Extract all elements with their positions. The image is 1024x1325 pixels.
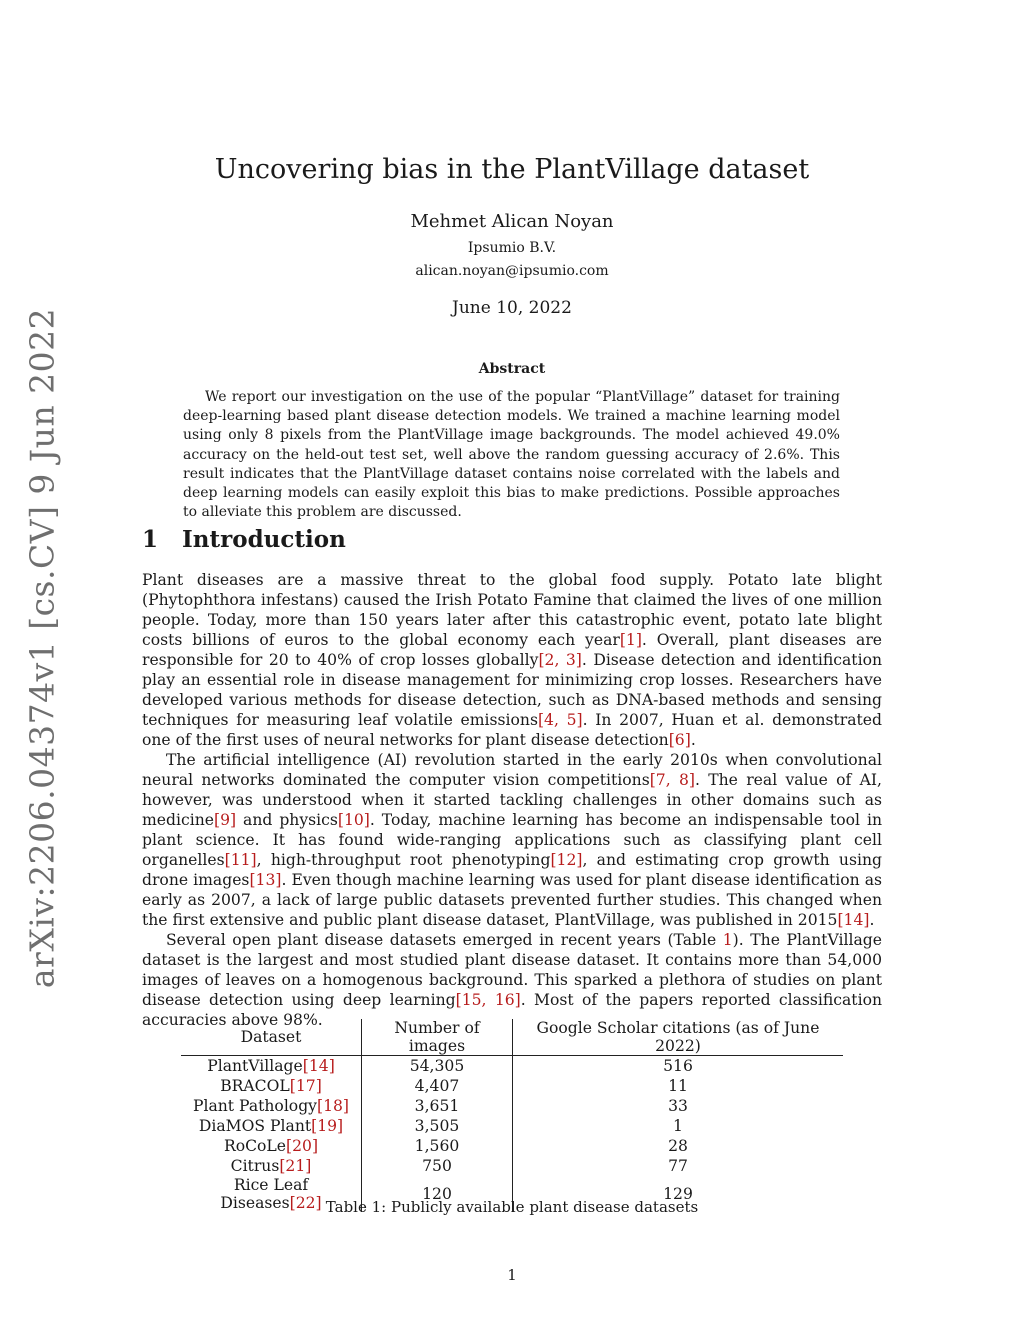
column-header: Number of images [362,1019,513,1056]
citation-link[interactable]: [22] [289,1194,322,1212]
citation-count-cell: 516 [663,1057,693,1075]
datasets-table [181,1019,843,1212]
citation-link[interactable]: [15, 16] [455,991,521,1009]
column-header: Google Scholar citations (as of June 2022) [513,1019,844,1056]
paragraph: Several open plant disease datasets emerged in recent years (Table 1). The PlantVillage dataset is the largest and most studied plant disease dataset. It contains more than 54,000 images of leaves on a homogenous background. This sparked a plethora of studies on plant disease detection using deep learning[15, 16]. Most of the papers reported classification accuracies above 98%. [142,931,882,1029]
citation-link[interactable]: [11] [224,851,257,869]
dataset-name-cell: DiaMOS Plant[19] [181,1116,362,1136]
citation-count-cell: 1 [673,1117,683,1135]
citation-link[interactable]: [19] [311,1117,344,1135]
paragraph: The artificial intelligence (AI) revolution started in the early 2010s when convolutional neural networks dominated the computer vision competitions[7, 8]. The real value of AI, however, was understood when it started tackling challenges in other domains such as medicine[9] and physics[10]. Today, machine learning has become an indispensable tool in plant science. It has found wide-ranging applications such as classifying plant cell organelles[11], high-throughput root phenotyping[12], and estimating crop growth using drone images[13]. Even though machine learning was used for plant disease identification as early as 2007, a lack of large public datasets prevented further studies. This changed when the first extensive and public plant disease dataset, PlantVillage, was published in 2015[14]. [142,751,882,929]
table-caption: Table 1: Publicly available plant disease datasets [325,1198,699,1216]
column-header: Dataset [181,1019,362,1056]
citation-link[interactable]: [12] [550,851,583,869]
table-row [181,1136,843,1156]
section-title: Introduction [182,526,346,553]
image-count-cell: 4,407 [362,1076,513,1096]
dataset-name-cell: Citrus[21] [181,1156,362,1176]
citation-link[interactable]: [14] [302,1057,335,1075]
section-heading [142,526,346,553]
image-count-cell: 54,305 [362,1056,513,1077]
paper-title: Uncovering bias in the PlantVillage dataset [214,154,810,185]
dataset-name-cell: BRACOL[17] [181,1076,362,1096]
citation-link[interactable]: [17] [289,1077,322,1095]
citation-link[interactable]: [10] [337,811,370,829]
author-email: alican.noyan@ipsumio.com [415,263,609,279]
dataset-name-cell: RoCoLe[20] [181,1136,362,1156]
introduction-body [142,570,882,1030]
image-count-cell: 3,505 [362,1116,513,1136]
table-row [181,1096,843,1116]
image-count-cell: 3,651 [362,1096,513,1116]
citation-count-cell: 129 [663,1185,693,1203]
citation-count-cell: 77 [668,1157,688,1175]
dataset-name-cell: Plant Pathology[18] [181,1096,362,1116]
table-body [181,1056,843,1213]
citation-link[interactable]: [14] [837,911,870,929]
author-affiliation: Ipsumio B.V. [467,240,557,256]
page-number: 1 [507,1266,517,1284]
citation-link[interactable]: [18] [316,1097,349,1115]
dataset-name-cell: PlantVillage[14] [181,1056,362,1077]
paper-date: June 10, 2022 [452,298,572,318]
citation-link[interactable]: [20] [286,1137,319,1155]
citation-count-cell: 28 [668,1137,688,1155]
table-row [181,1156,843,1176]
table-row [181,1076,843,1096]
citation-link[interactable]: [6] [668,731,691,749]
section-number: 1 [142,526,159,553]
author-name: Mehmet Alican Noyan [410,211,614,232]
citation-link[interactable]: [21] [279,1157,312,1175]
abstract-heading: Abstract [478,361,546,377]
citation-link[interactable]: [9] [213,811,237,829]
table-header-row [181,1019,843,1056]
citation-link[interactable]: [13] [249,871,282,889]
citation-link[interactable]: [7, 8] [649,771,695,789]
citation-link[interactable]: [1] [619,631,642,649]
image-count-cell: 750 [362,1156,513,1176]
table-row [181,1056,843,1077]
arxiv-identifier-sidebar [12,307,72,989]
citation-link[interactable]: [4, 5] [537,711,583,729]
image-count-cell: 120 [362,1176,513,1212]
paragraph: Plant diseases are a massive threat to the global food supply. Potato late blight (Phytophthora infestans) caused the Irish Potato Famine that claimed the lives of one million people. Today, more than 150 years later after this catastrophic event, potato late blight costs billions of euros to the global economy each year[1]. Overall, plant diseases are responsible for 20 to 40% of crop losses globally[2, 3]. Disease detection and identification play an essential role in disease management for minimizing crop losses. Researchers have developed various methods for disease detection, such as DNA-based methods and sensing techniques for measuring leaf volatile emissions[4, 5]. In 2007, Huan et al. demonstrated one of the first uses of neural networks for plant disease detection[6]. [142,571,883,749]
image-count-cell: 1,560 [362,1136,513,1156]
dataset-name-cell: Rice Leaf Diseases[22] [181,1176,362,1212]
citation-count-cell: 33 [668,1097,688,1115]
citation-link[interactable]: [2, 3] [538,651,582,669]
arxiv-identifier: arXiv:2206.04374v1 [cs.CV] 9 Jun 2022 [22,307,62,989]
citation-link[interactable]: 1 [722,931,733,949]
citation-count-cell: 11 [668,1077,688,1095]
abstract-text: We report our investigation on the use of the popular “PlantVillage” dataset for training deep-learning based plant disease detection models. We trained a machine learning model using only 8 pixels from the PlantVillage image backgrounds. The model achieved 49.0% accuracy on the held-out test set, well above the random guessing accuracy of 2.6%. This result indicates that the PlantVillage dataset contains noise correlated with the labels and deep learning models can easily exploit this bias to make predictions. Possible approaches to alleviate this problem are discussed. [183,389,840,521]
table-row [181,1116,843,1136]
